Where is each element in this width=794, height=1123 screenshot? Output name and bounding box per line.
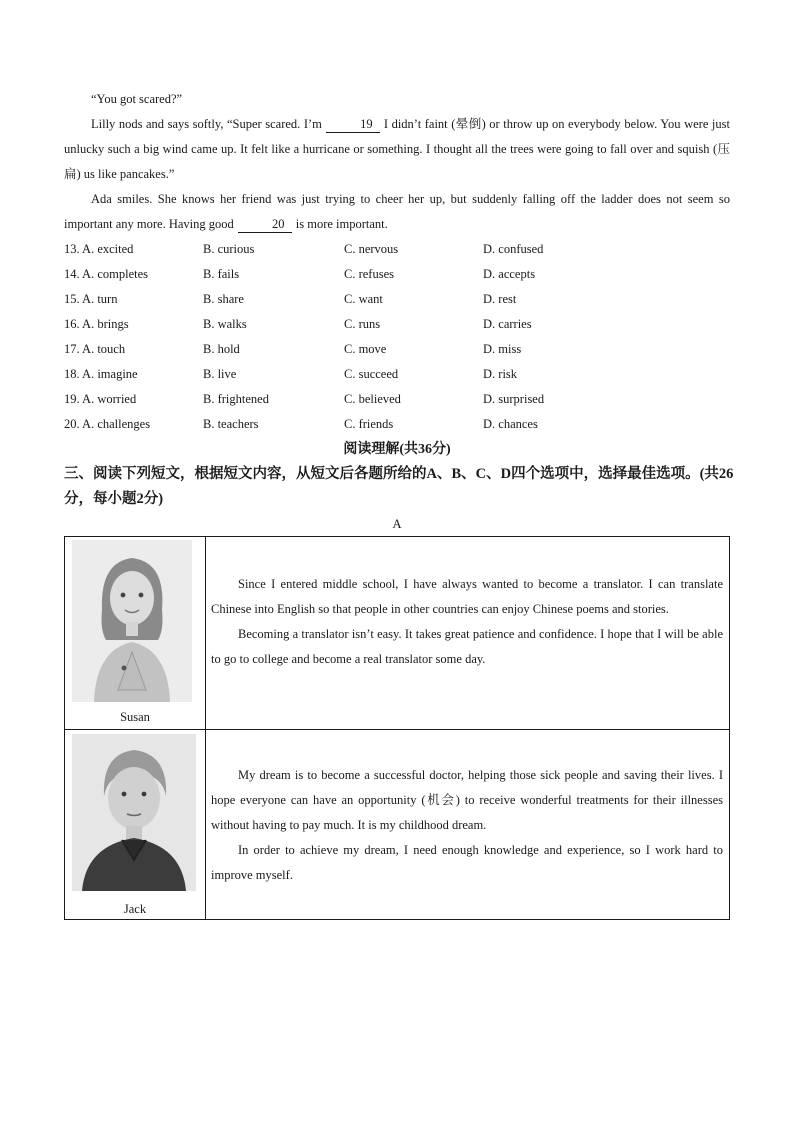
jack-paragraph-2: In order to achieve my dream, I need enough knowledge and experience, so I work hard to improve myself. [211, 843, 723, 882]
susan-photo [72, 540, 192, 702]
option-d: D. miss [483, 342, 522, 356]
table-row-divider [65, 729, 729, 730]
jack-text [211, 763, 723, 888]
option-a: 20. A. challenges [64, 417, 151, 431]
option-a: 16. A. brings [64, 317, 129, 331]
lilly-text-after: I didn’t faint (晕倒) or throw up on everybody below. You were just unlucky such a big wind came up. It felt like a hurricane or something. I thought all the trees were going to fall over and squish (压扁) us like pancakes.” [64, 117, 730, 181]
jack-photo [72, 734, 196, 891]
option-a: 15. A. turn [64, 292, 118, 306]
option-b: B. frightened [203, 392, 269, 406]
option-d: D. rest [483, 292, 517, 306]
option-c: C. refuses [344, 267, 394, 281]
option-d: D. risk [483, 367, 518, 381]
ada-text-before: Ada smiles. She knows her friend was just trying to cheer her up, but suddenly falling off the ladder does not seem so important any more. Having good [64, 192, 730, 231]
option-a: 18. A. imagine [64, 367, 138, 381]
option-d: D. accepts [483, 267, 536, 281]
story-paragraph-ada [64, 187, 730, 237]
jack-paragraph-1: My dream is to become a successful doctor, helping those sick people and saving their lives. I hope everyone can have an opportunity (机会) to receive wonderful treatments for their illnesses without having to pay much. It is my childhood dream. [211, 768, 723, 832]
option-c: C. move [344, 342, 387, 356]
options-row-17 [64, 337, 730, 362]
section-instruction: 三、阅读下列短文，根据短文内容，从短文后各题所给的A、B、C、D四个选项中，选择最佳选项。(共26分，每小题2分) [64, 466, 734, 507]
option-c: C. runs [344, 317, 381, 331]
profiles-table [64, 536, 730, 920]
option-b: B. live [203, 367, 237, 381]
jack-caption: Jack [123, 902, 147, 916]
susan-paragraph-2: Becoming a translator isn’t easy. It takes great patience and confidence. I hope that I will be able to go to college and become a real translator some day. [211, 627, 723, 666]
option-a: 13. A. excited [64, 242, 134, 256]
options-row-20 [64, 412, 730, 437]
section-title: 阅读理解(共36分) [343, 442, 451, 457]
options-row-16 [64, 312, 730, 337]
option-a: 14. A. completes [64, 267, 149, 281]
option-d: D. chances [483, 417, 538, 431]
option-b: B. fails [203, 267, 240, 281]
lilly-text-before: Lilly nods and says softly, “Super scared. I’m [91, 117, 322, 131]
option-b: B. hold [203, 342, 240, 356]
story-paragraph-lilly [64, 112, 730, 187]
options-row-15 [64, 287, 730, 312]
ada-text-after: is more important. [295, 217, 388, 231]
option-b: B. share [203, 292, 244, 306]
option-c: C. want [344, 292, 383, 306]
options-row-14 [64, 262, 730, 287]
option-c: C. nervous [344, 242, 399, 256]
passage-label: A [392, 517, 402, 531]
option-d: D. carries [483, 317, 532, 331]
susan-caption: Susan [120, 710, 150, 724]
story-line-scared: “You got scared?” [91, 92, 183, 106]
options-row-13 [64, 237, 730, 262]
susan-text [211, 572, 723, 672]
option-a: 19. A. worried [64, 392, 137, 406]
options-row-19 [64, 387, 730, 412]
blank-20: 20 [238, 216, 292, 233]
option-a: 17. A. touch [64, 342, 126, 356]
option-d: D. surprised [483, 392, 545, 406]
options-row-18 [64, 362, 730, 387]
option-b: B. walks [203, 317, 247, 331]
option-b: B. teachers [203, 417, 259, 431]
table-column-divider [205, 537, 206, 919]
option-b: B. curious [203, 242, 255, 256]
option-c: C. friends [344, 417, 394, 431]
option-c: C. believed [344, 392, 401, 406]
blank-19: 19 [326, 116, 380, 133]
option-c: C. succeed [344, 367, 399, 381]
option-d: D. confused [483, 242, 544, 256]
susan-paragraph-1: Since I entered middle school, I have always wanted to become a translator. I can translate Chinese into English so that people in other countries can enjoy Chinese poems and stories. [211, 577, 723, 616]
